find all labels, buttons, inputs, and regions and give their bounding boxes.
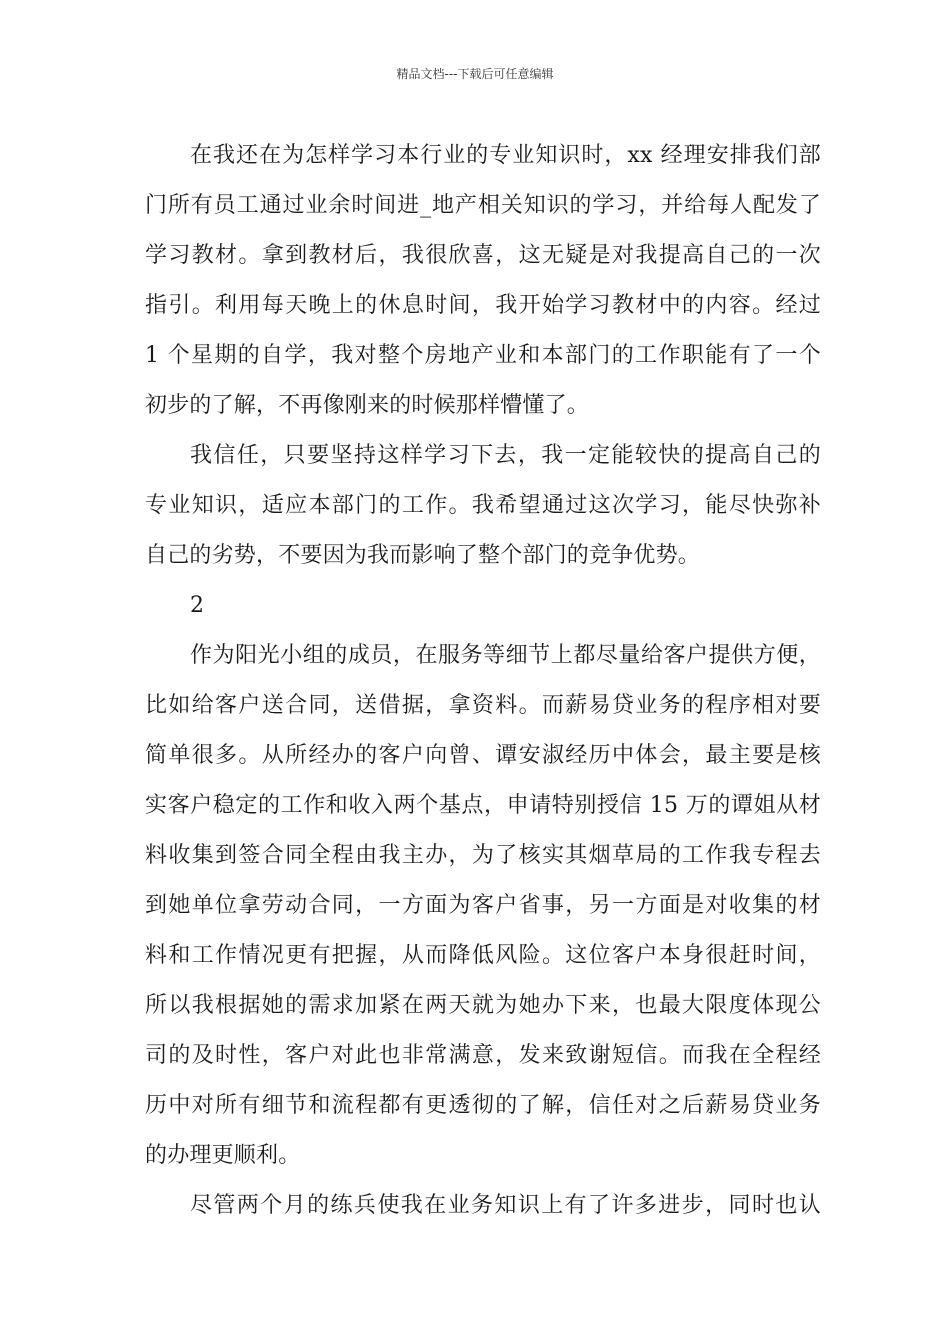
paragraph-line: 初步的了解，不再像刚来的时候那样懵懂了。: [145, 393, 590, 418]
paragraph-line: 历中对所有细节和流程都有更透彻的了解，信任对之后薪易贷业务: [145, 1093, 821, 1118]
paragraph-line: 作为阳光小组的成员，在服务等细节上都尽量给客户提供方便，: [190, 643, 821, 668]
paragraph-line: 简单很多。从所经办的客户向曾、谭安淑经历中体会，最主要是核: [145, 743, 821, 768]
paragraph-line: 尽管两个月的练兵使我在业务知识上有了许多进步，同时也认: [190, 1193, 821, 1218]
paragraph-line: 司的及时性，客户对此也非常满意，发来致谢短信。而我在全程经: [145, 1043, 821, 1068]
paragraph-line: 指引。利用每天晚上的休息时间，我开始学习教材中的内容。经过: [145, 293, 821, 318]
paragraph-line: 的办理更顺利。: [145, 1143, 301, 1168]
paragraph-line: 1 个星期的自学，我对整个房地产业和本部门的工作职能有了一个: [145, 343, 821, 368]
page-header: 精品文档---下载后可任意编辑: [396, 67, 554, 81]
paragraph-line: 专业知识，适应本部门的工作。我希望通过这次学习，能尽快弥补: [145, 493, 821, 518]
document-body: [145, 131, 821, 1231]
paragraph-line: 实客户稳定的工作和收入两个基点，申请特别授信 15 万的谭姐从材: [145, 793, 821, 818]
paragraph-line: 学习教材。拿到教材后，我很欣喜，这无疑是对我提高自己的一次: [145, 243, 821, 268]
paragraph-line: 到她单位拿劳动合同，一方面为客户省事，另一方面是对收集的材: [145, 893, 821, 918]
paragraph-line: 在我还在为怎样学习本行业的专业知识时，xx 经理安排我们部: [190, 143, 821, 168]
paragraph-line: 料收集到签合同全程由我主办，为了核实其烟草局的工作我专程去: [145, 843, 821, 868]
paragraph-line: 我信任，只要坚持这样学习下去，我一定能较快的提高自己的: [190, 443, 821, 468]
paragraph-line: 料和工作情况更有把握，从而降低风险。这位客户本身很赶时间，: [145, 943, 821, 968]
paragraph-line: 所以我根据她的需求加紧在两天就为她办下来，也最大限度体现公: [145, 993, 821, 1018]
paragraph-line: 门所有员工通过业余时间进_地产相关知识的学习，并给每人配发了: [145, 193, 821, 218]
section-number: 2: [190, 593, 205, 618]
paragraph-line: 自己的劣势，不要因为我而影响了整个部门的竞争优势。: [145, 543, 701, 568]
paragraph-line: 比如给客户送合同，送借据，拿资料。而薪易贷业务的程序相对要: [145, 693, 821, 718]
